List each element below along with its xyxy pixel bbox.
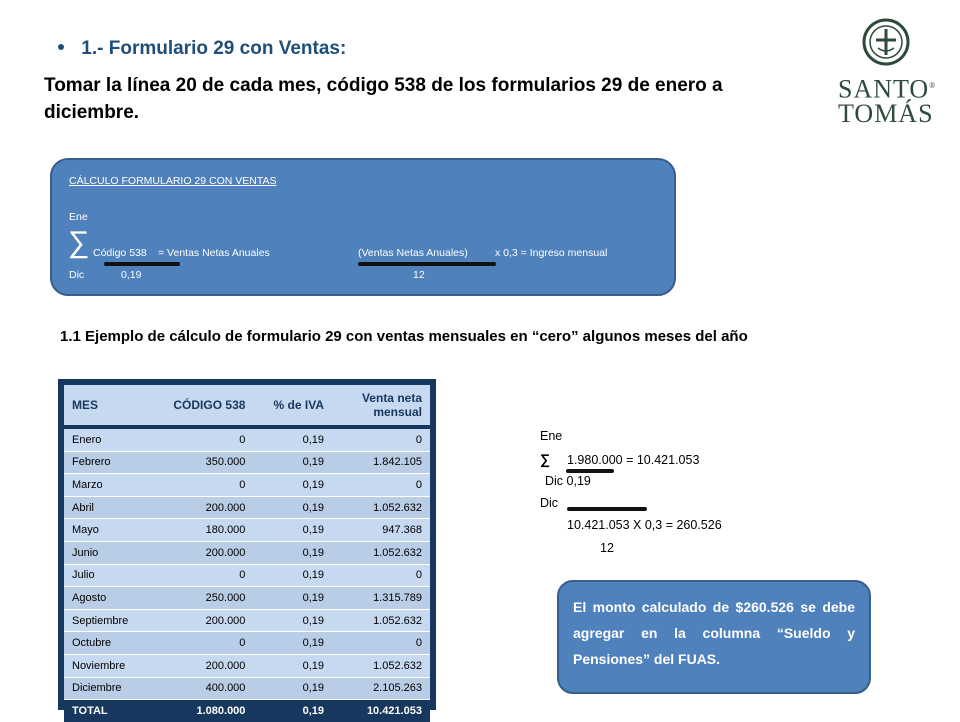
formula-divisor-1: 0,19 [121, 269, 142, 281]
cell-venta: 1.052.632 [332, 609, 430, 632]
formula-title: CÁLCULO FORMULARIO 29 CON VENTAS [69, 175, 277, 187]
total-iva: 0,19 [253, 700, 332, 722]
cell-mes: Marzo [64, 474, 149, 497]
cell-codigo: 250.000 [149, 587, 253, 610]
result-callout: El monto calculado de $260.526 se debe agregar en la columna “Sueldo y Pensiones” del FUAS. [557, 580, 871, 694]
cell-mes: Octubre [64, 632, 149, 655]
cell-venta: 0 [332, 427, 430, 451]
cell-iva: 0,19 [253, 427, 332, 451]
table-row [64, 496, 430, 519]
cell-codigo: 0 [149, 474, 253, 497]
formula-box [50, 158, 676, 296]
cell-mes: Noviembre [64, 654, 149, 677]
main-heading: Tomar la línea 20 de cada mes, código 538 de los formularios 29 de enero a diciembre. [44, 75, 723, 123]
table-row [64, 609, 430, 632]
cell-mes: Mayo [64, 519, 149, 542]
table-header-row [64, 385, 430, 427]
table-row [64, 654, 430, 677]
cell-iva: 0,19 [253, 451, 332, 474]
cell-mes: Diciembre [64, 677, 149, 700]
calc-line-3: 10.421.053 X 0,3 = 260.526 [567, 518, 722, 532]
header-iva: % de IVA [253, 385, 332, 427]
cell-codigo: 200.000 [149, 654, 253, 677]
cell-iva: 0,19 [253, 564, 332, 587]
cell-codigo: 200.000 [149, 541, 253, 564]
table-row [64, 451, 430, 474]
cell-codigo: 0 [149, 427, 253, 451]
santo-tomas-logo [836, 18, 936, 130]
cell-mes: Agosto [64, 587, 149, 610]
table-total-row [64, 700, 430, 722]
cell-iva: 0,19 [253, 519, 332, 542]
bullet-heading-text: 1.- Formulario 29 con Ventas: [81, 38, 347, 59]
logo-line-2: TOMÁS [838, 98, 934, 128]
cell-iva: 0,19 [253, 587, 332, 610]
table-row [64, 564, 430, 587]
table-row [64, 587, 430, 610]
cell-iva: 0,19 [253, 496, 332, 519]
cell-codigo: 400.000 [149, 677, 253, 700]
formula-divisor-2: 12 [413, 269, 425, 281]
formula-eq1: = Ventas Netas Anuales [158, 247, 270, 259]
logo-wordmark [838, 74, 936, 126]
formula-fraction-bar-1 [104, 262, 180, 266]
table-row [64, 632, 430, 655]
formula-fraction-bar-2 [358, 262, 496, 266]
sales-table-frame [58, 379, 436, 718]
cell-codigo: 200.000 [149, 496, 253, 519]
cell-venta: 1.052.632 [332, 654, 430, 677]
table-row [64, 541, 430, 564]
sales-table [64, 385, 430, 722]
cell-codigo: 180.000 [149, 519, 253, 542]
formula-ene: Ene [69, 211, 88, 223]
cell-venta: 1.315.789 [332, 587, 430, 610]
cell-mes: Septiembre [64, 609, 149, 632]
calc-fraction-bar-1 [566, 469, 614, 473]
bullet-heading [58, 38, 346, 60]
logo-registered: ® [929, 81, 937, 90]
cell-venta: 1.052.632 [332, 496, 430, 519]
calc-line-4: 12 [600, 541, 614, 555]
formula-eq2: x 0,3 = Ingreso mensual [495, 247, 608, 259]
cell-venta: 1.842.105 [332, 451, 430, 474]
calc-line-2: Dic 0,19 [545, 474, 591, 488]
formula-ventas: (Ventas Netas Anuales) [358, 247, 468, 259]
table-row [64, 474, 430, 497]
cell-venta: 0 [332, 474, 430, 497]
calc-ene: Ene [540, 429, 563, 443]
table-row [64, 519, 430, 542]
bullet-icon [58, 44, 64, 50]
cell-codigo: 0 [149, 564, 253, 587]
table-row [64, 427, 430, 451]
cell-mes: Abril [64, 496, 149, 519]
formula-sigma: ∑ [68, 226, 90, 259]
cell-venta: 0 [332, 632, 430, 655]
cell-iva: 0,19 [253, 654, 332, 677]
cell-mes: Junio [64, 541, 149, 564]
cell-iva: 0,19 [253, 609, 332, 632]
calc-dic: Dic [540, 496, 559, 510]
cell-codigo: 350.000 [149, 451, 253, 474]
cell-venta: 947.368 [332, 519, 430, 542]
total-codigo: 1.080.000 [149, 700, 253, 722]
example-heading: 1.1 Ejemplo de cálculo de formulario 29 con ventas mensuales en “cero” algunos meses del año [60, 328, 748, 345]
cell-mes: Febrero [64, 451, 149, 474]
cell-venta: 2.105.263 [332, 677, 430, 700]
cell-iva: 0,19 [253, 541, 332, 564]
cell-iva: 0,19 [253, 677, 332, 700]
cell-venta: 0 [332, 564, 430, 587]
cell-codigo: 200.000 [149, 609, 253, 632]
cell-iva: 0,19 [253, 474, 332, 497]
calc-sigma: ∑ [540, 451, 550, 467]
header-codigo: CÓDIGO 538 [149, 385, 253, 427]
table-row [64, 677, 430, 700]
logo-line-1: SANTO [838, 74, 930, 104]
calc-fraction-bar-2 [567, 507, 647, 511]
cell-mes: Julio [64, 564, 149, 587]
formula-codigo: Código 538 [93, 247, 147, 259]
cell-venta: 1.052.632 [332, 541, 430, 564]
total-mes: TOTAL [64, 700, 149, 722]
total-venta: 10.421.053 [332, 700, 430, 722]
calc-line-1: 1.980.000 = 10.421.053 [567, 453, 700, 467]
header-mes: MES [64, 385, 149, 427]
cell-codigo: 0 [149, 632, 253, 655]
formula-dic: Dic [69, 269, 85, 281]
cell-iva: 0,19 [253, 632, 332, 655]
header-venta: Venta neta mensual [332, 385, 430, 427]
cell-mes: Enero [64, 427, 149, 451]
